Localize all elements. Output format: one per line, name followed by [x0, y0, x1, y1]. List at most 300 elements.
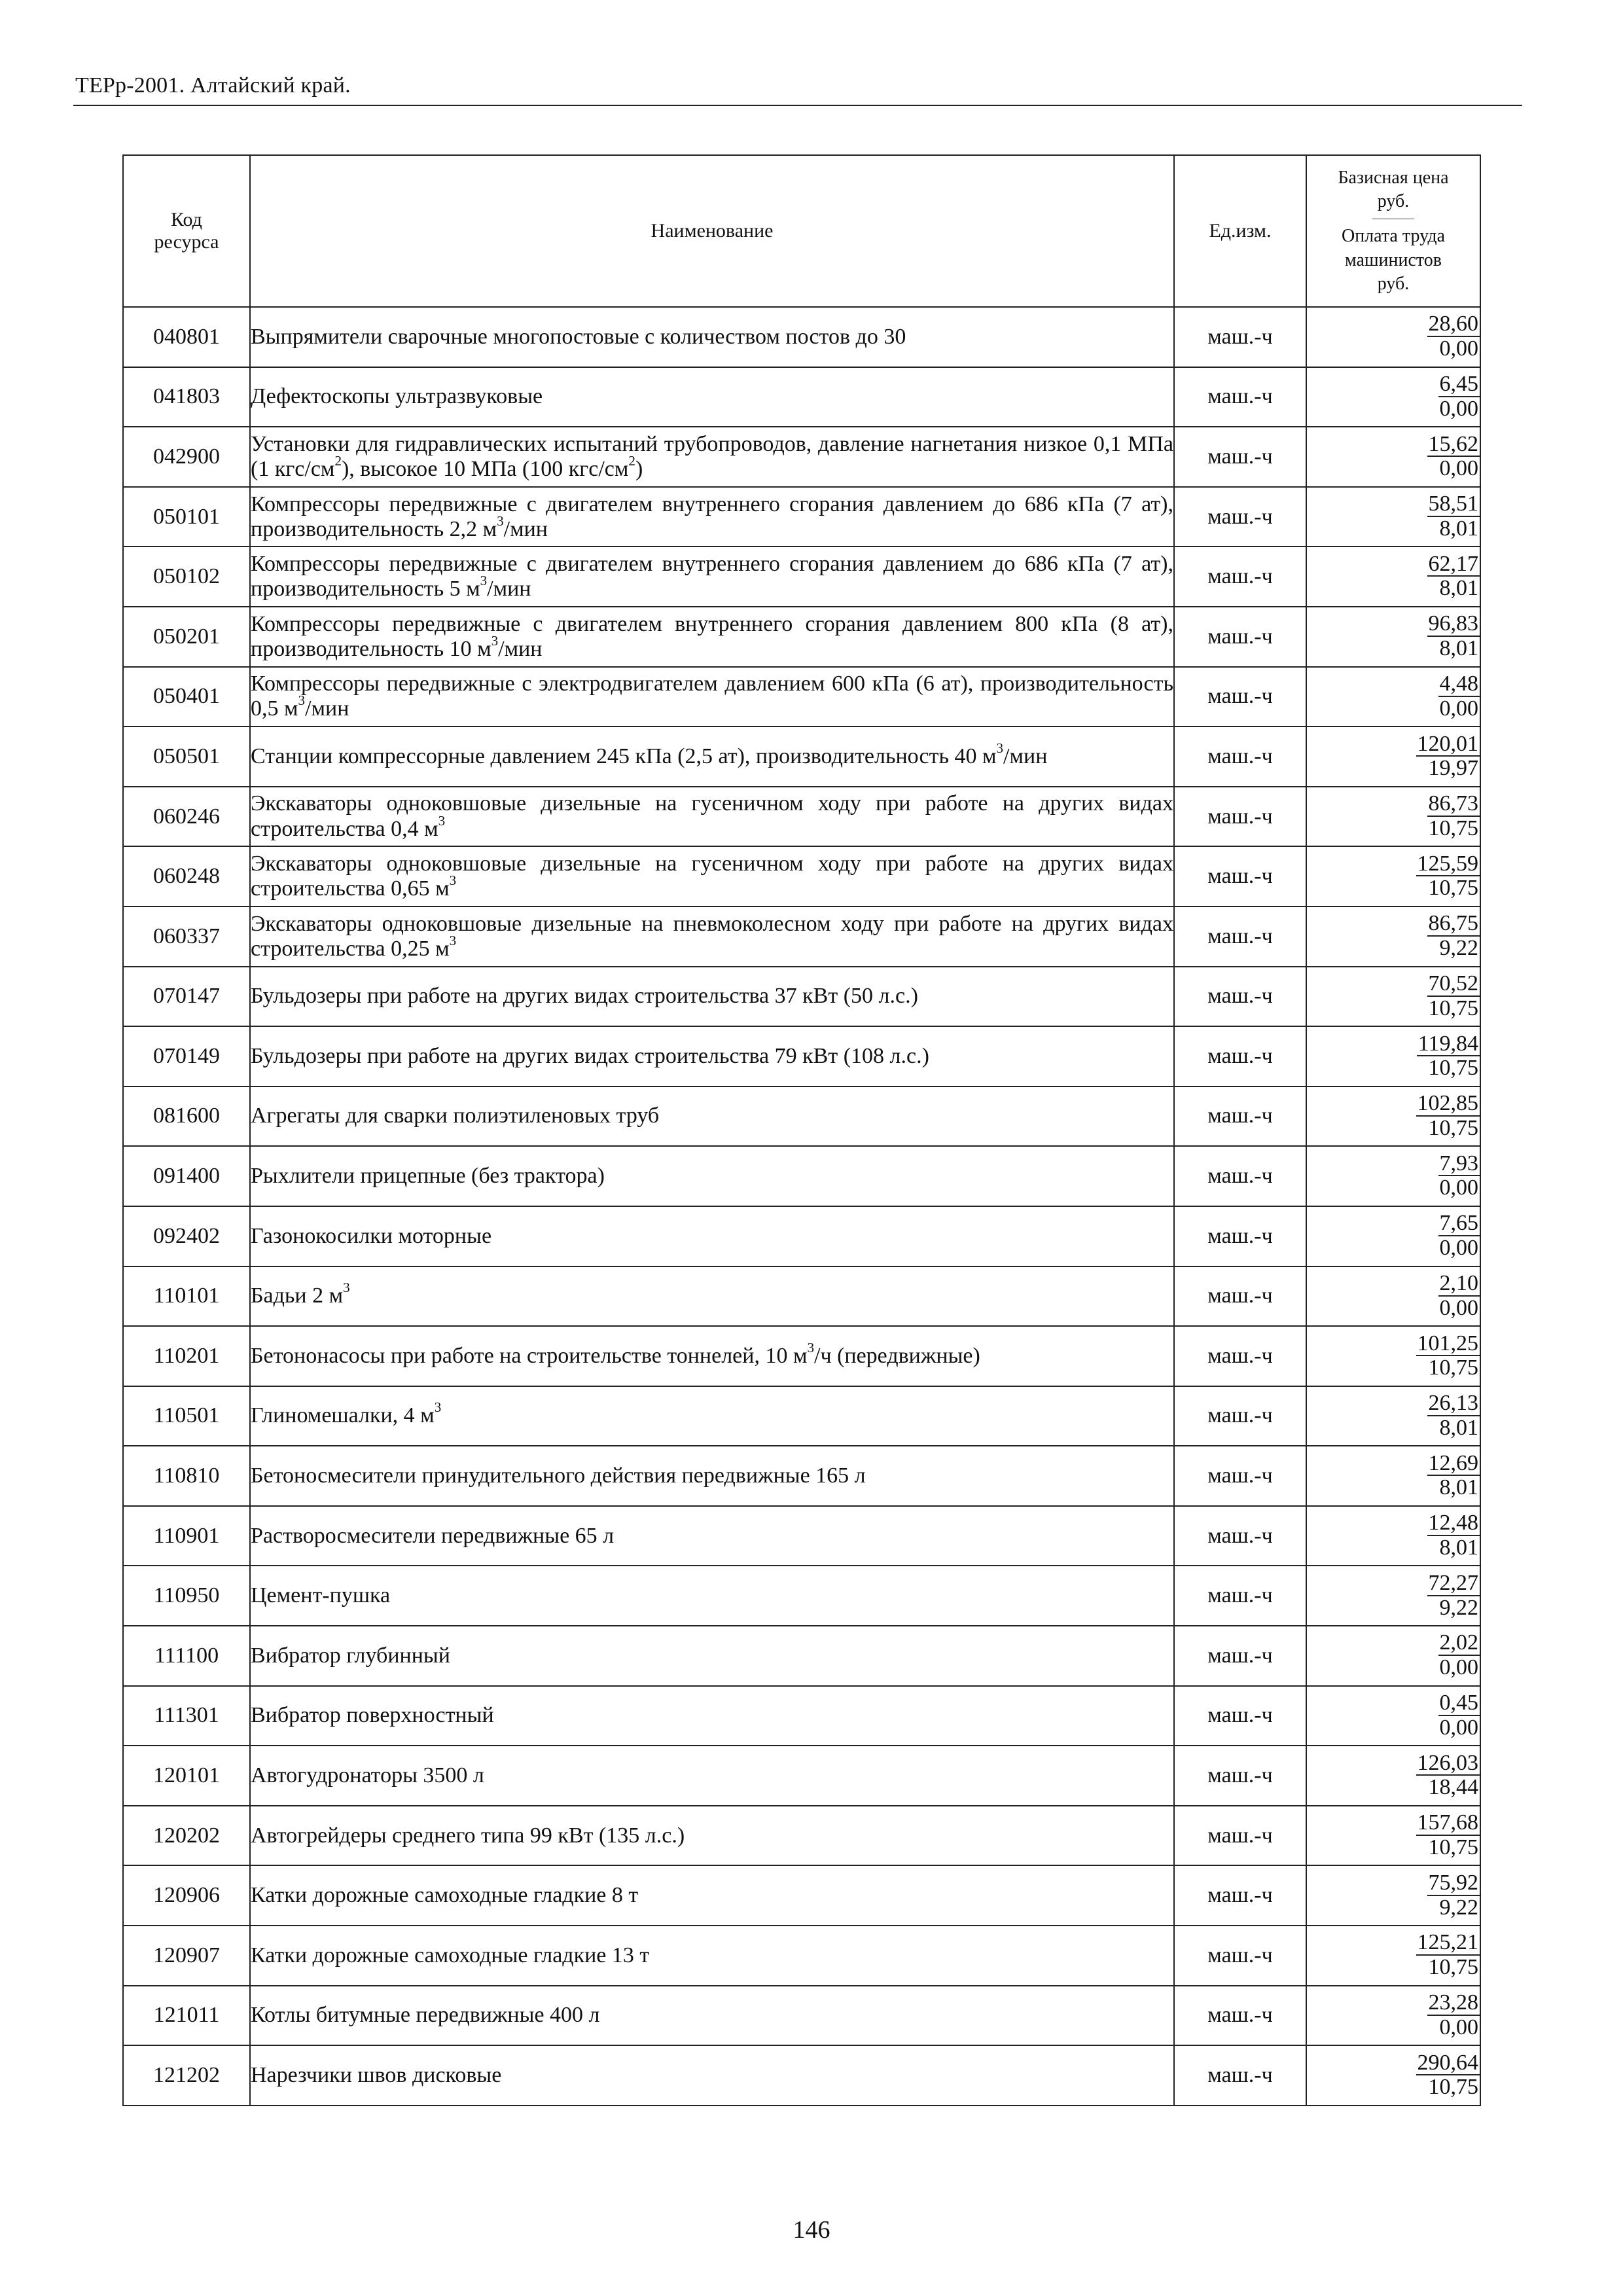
operator-labor-cost: 8,01: [1439, 576, 1478, 601]
price-fraction: [1438, 372, 1480, 420]
price-cell: [1306, 1926, 1480, 1986]
price-fraction: [1416, 852, 1480, 900]
operator-labor-cost: 0,00: [1439, 396, 1478, 421]
table-row: [123, 1266, 1480, 1327]
price-fraction: [1427, 552, 1480, 600]
resource-name-superscript: 3: [491, 632, 499, 649]
resource-name-text: Катки дорожные самоходные гладкие 8 т: [251, 1883, 639, 1908]
resource-name-cell: [250, 1746, 1174, 1806]
unit-cell: маш.-ч: [1174, 1206, 1306, 1266]
resource-name-text: Вибратор поверхностный: [251, 1703, 494, 1728]
operator-labor-cost: 0,00: [1439, 696, 1478, 721]
unit-cell: маш.-ч: [1174, 1566, 1306, 1626]
base-price: 70,52: [1428, 971, 1478, 996]
table-row: [123, 1686, 1480, 1746]
resource-name-text: Выпрямители сварочные многопостовые с количеством постов до 30: [251, 324, 906, 349]
operator-labor-cost: 0,00: [1439, 1175, 1478, 1200]
resource-code-cell: 110950: [123, 1566, 250, 1626]
resource-name-cell: [250, 1506, 1174, 1566]
resource-code-cell: 121202: [123, 2045, 250, 2106]
operator-labor-cost: 10,75: [1428, 1835, 1478, 1859]
price-fraction: [1427, 792, 1480, 840]
operator-labor-cost: 0,00: [1439, 336, 1478, 361]
price-fraction: [1427, 1991, 1480, 2039]
table-row: [123, 1326, 1480, 1386]
resource-name-cell: [250, 1986, 1174, 2046]
resource-code-cell: 050102: [123, 547, 250, 607]
resource-name-cell: [250, 967, 1174, 1027]
unit-cell: маш.-ч: [1174, 427, 1306, 487]
column-header-unit: Ед.изм.: [1174, 155, 1306, 307]
resource-name-superscript: 3: [343, 1280, 350, 1296]
price-cell: [1306, 307, 1480, 367]
resource-name-superscript: 2: [628, 453, 635, 469]
resource-name-cell: [250, 2045, 1174, 2106]
resource-name-text: Рыхлители прицепные (без трактора): [251, 1164, 605, 1189]
resource-code-cell: 050101: [123, 487, 250, 547]
resource-name-cell: [250, 1146, 1174, 1206]
resource-name-cell: [250, 307, 1174, 367]
resource-code-cell: 091400: [123, 1146, 250, 1206]
base-price: 96,83: [1428, 611, 1478, 636]
resource-name-text: Станции компрессорные давлением 245 кПа (2,5 ат), производительность 40 м: [251, 744, 997, 768]
operator-labor-cost: 10,75: [1428, 1056, 1478, 1081]
resource-name-cell: [250, 547, 1174, 607]
price-cell: [1306, 846, 1480, 906]
resource-name-cell: [250, 667, 1174, 727]
resource-name-superscript: 3: [449, 872, 457, 889]
resource-name-text: Дефектоскопы ультразвуковые: [251, 384, 543, 409]
resource-name-cell: [250, 367, 1174, 427]
column-header-price-line: Базисная цена: [1338, 167, 1449, 188]
operator-labor-cost: 0,00: [1439, 456, 1478, 481]
resource-name-superscript: 3: [438, 812, 446, 829]
resource-name-text: Растворосмесители передвижные 65 л: [251, 1523, 615, 1548]
resource-code-cell: 111100: [123, 1626, 250, 1686]
price-cell: [1306, 667, 1480, 727]
price-cell: [1306, 1146, 1480, 1206]
running-header: ТЕРр-2001. Алтайский край.: [75, 73, 351, 98]
unit-cell: маш.-ч: [1174, 726, 1306, 787]
resource-code-cell: 111301: [123, 1686, 250, 1746]
resource-code-cell: 081600: [123, 1086, 250, 1147]
table-row: [123, 1806, 1480, 1866]
operator-labor-cost: 10,75: [1428, 1355, 1478, 1380]
resource-name-text: Нарезчики швов дисковые: [251, 2062, 502, 2087]
resource-name-cell: [250, 846, 1174, 906]
table-row: [123, 1146, 1480, 1206]
table-row: [123, 1626, 1480, 1686]
operator-labor-cost: 8,01: [1439, 1535, 1478, 1560]
resource-code-cell: 070149: [123, 1026, 250, 1086]
base-price: 120,01: [1417, 731, 1478, 756]
column-header-labor-line: машинистов: [1345, 249, 1442, 270]
unit-cell: маш.-ч: [1174, 667, 1306, 727]
resource-name-cell: [250, 1026, 1174, 1086]
base-price: 86,73: [1428, 791, 1478, 816]
base-price: 12,48: [1428, 1511, 1478, 1535]
base-price: 119,84: [1418, 1031, 1478, 1056]
unit-cell: маш.-ч: [1174, 607, 1306, 667]
resource-code-cell: 110201: [123, 1326, 250, 1386]
column-header-labor-line: Оплата труда: [1341, 226, 1445, 247]
resource-code-cell: 120906: [123, 1865, 250, 1926]
price-fraction: [1416, 2051, 1480, 2099]
unit-cell: маш.-ч: [1174, 307, 1306, 367]
resource-code-cell: 041803: [123, 367, 250, 427]
unit-cell: маш.-ч: [1174, 1446, 1306, 1506]
unit-cell: маш.-ч: [1174, 846, 1306, 906]
operator-labor-cost: 10,75: [1428, 1115, 1478, 1140]
base-price: 26,13: [1428, 1391, 1478, 1416]
price-fraction: [1427, 1871, 1480, 1919]
table-row: [123, 906, 1480, 967]
operator-labor-cost: 10,75: [1428, 2075, 1478, 2100]
resource-name-cell: [250, 1566, 1174, 1626]
table-row: [123, 307, 1480, 367]
resource-code-cell: 042900: [123, 427, 250, 487]
resource-name-text: Компрессоры передвижные с электродвигателем давлением 600 кПа (6 ат), производительность 0,5 м: [251, 672, 1173, 721]
operator-labor-cost: 10,75: [1428, 876, 1478, 901]
unit-cell: маш.-ч: [1174, 547, 1306, 607]
base-price: 157,68: [1417, 1810, 1478, 1835]
table-row: [123, 667, 1480, 727]
resource-name-superscript: 3: [497, 512, 504, 529]
base-price: 23,28: [1428, 1990, 1478, 2015]
table-row: [123, 1926, 1480, 1986]
unit-cell: маш.-ч: [1174, 1865, 1306, 1926]
base-price: 72,27: [1428, 1570, 1478, 1595]
resource-name-superscript: 2: [334, 453, 342, 469]
table-row: [123, 1986, 1480, 2046]
page-number: 146: [793, 2216, 830, 2244]
resource-code-cell: 050201: [123, 607, 250, 667]
resource-name-cell: [250, 1386, 1174, 1446]
table-row: [123, 1386, 1480, 1446]
resource-name-text: Бетоносмесители принудительного действия передвижные 165 л: [251, 1463, 866, 1488]
price-cell: [1306, 726, 1480, 787]
resource-name-cell: [250, 1926, 1174, 1986]
price-cell: [1306, 967, 1480, 1027]
resource-code-cell: 060248: [123, 846, 250, 906]
unit-cell: маш.-ч: [1174, 1386, 1306, 1446]
unit-cell: маш.-ч: [1174, 1146, 1306, 1206]
price-fraction: [1427, 972, 1480, 1020]
price-fraction: [1416, 1931, 1480, 1979]
unit-cell: маш.-ч: [1174, 1266, 1306, 1327]
unit-cell: маш.-ч: [1174, 1686, 1306, 1746]
operator-labor-cost: 10,75: [1428, 816, 1478, 840]
unit-cell: маш.-ч: [1174, 1626, 1306, 1686]
resource-code-cell: 060337: [123, 906, 250, 967]
unit-cell: маш.-ч: [1174, 1506, 1306, 1566]
price-fraction: [1427, 612, 1480, 660]
price-fraction: [1427, 312, 1480, 360]
operator-labor-cost: 10,75: [1428, 996, 1478, 1020]
resource-name-cell: [250, 1326, 1174, 1386]
table-row: [123, 726, 1480, 787]
resource-name-text: Компрессоры передвижные с двигателем внутреннего сгорания давлением 800 кПа (8 ат), производительность 10 м: [251, 611, 1173, 661]
table-row: [123, 547, 1480, 607]
price-cell: [1306, 1386, 1480, 1446]
price-fraction: [1416, 1092, 1480, 1139]
resource-name-text: Экскаваторы одноковшовые дизельные на гусеничном ходу при работе на других видах строительства 0,65 м: [251, 852, 1173, 901]
base-price: 58,51: [1428, 492, 1478, 516]
resource-name-text: /ч (передвижные): [814, 1343, 980, 1368]
price-fraction: [1438, 1691, 1480, 1739]
operator-labor-cost: 0,00: [1439, 1715, 1478, 1740]
column-header-code-line: Код: [171, 209, 202, 231]
resource-name-text: /мин: [487, 577, 531, 601]
base-price: 15,62: [1428, 431, 1478, 456]
price-cell: [1306, 1206, 1480, 1266]
resource-name-text: Автогудронаторы 3500 л: [251, 1763, 484, 1787]
price-cell: [1306, 1566, 1480, 1626]
resource-name-cell: [250, 1446, 1174, 1506]
column-header-labor-line: руб.: [1377, 274, 1410, 295]
resource-name-text: Глиномешалки, 4 м: [251, 1403, 435, 1428]
unit-cell: маш.-ч: [1174, 1086, 1306, 1147]
resource-code-cell: 060246: [123, 787, 250, 847]
table-row: [123, 2045, 1480, 2106]
resource-name-text: Автогрейдеры среднего типа 99 кВт (135 л.с.): [251, 1823, 685, 1848]
price-cell: [1306, 1086, 1480, 1147]
base-price: 0,45: [1439, 1691, 1478, 1715]
resource-name-text: Газонокосилки моторные: [251, 1223, 492, 1248]
price-fraction: [1416, 1811, 1480, 1859]
unit-cell: маш.-ч: [1174, 1926, 1306, 1986]
price-cell: [1306, 1746, 1480, 1806]
price-cell: [1306, 1806, 1480, 1866]
price-cell: [1306, 2045, 1480, 2106]
column-header-code-line: ресурса: [154, 231, 219, 253]
resource-name-text: ): [635, 456, 643, 481]
column-header-name: Наименование: [250, 155, 1174, 307]
resource-name-text: Бульдозеры при работе на других видах строительства 37 кВт (50 л.с.): [251, 984, 918, 1009]
resource-name-text: Экскаваторы одноковшовые дизельные на пневмоколесном ходу при работе на других видах строительства 0,25 м: [251, 911, 1173, 961]
resource-name-cell: [250, 787, 1174, 847]
operator-labor-cost: 8,01: [1439, 1475, 1478, 1500]
price-fraction: [1416, 732, 1480, 780]
operator-labor-cost: 8,01: [1439, 516, 1478, 541]
resource-name-text: Цемент-пушка: [251, 1583, 391, 1608]
resource-table: [122, 154, 1481, 2106]
price-fraction: [1416, 1332, 1480, 1380]
operator-labor-cost: 9,22: [1439, 1595, 1478, 1620]
resource-code-cell: 110501: [123, 1386, 250, 1446]
price-fraction: [1427, 492, 1480, 540]
price-cell: [1306, 1506, 1480, 1566]
resource-name-text: Компрессоры передвижные с двигателем внутреннего сгорания давлением до 686 кПа (7 ат), производительность 2,2 м: [251, 492, 1173, 541]
price-fraction: [1427, 433, 1480, 480]
resource-name-cell: [250, 1865, 1174, 1926]
resource-name-text: Катки дорожные самоходные гладкие 13 т: [251, 1943, 650, 1967]
resource-name-superscript: 3: [807, 1340, 815, 1356]
resource-name-cell: [250, 1266, 1174, 1327]
table-row: [123, 487, 1480, 547]
base-price: 7,65: [1439, 1211, 1478, 1236]
resource-code-cell: 070147: [123, 967, 250, 1027]
base-price: 102,85: [1417, 1091, 1478, 1116]
resource-code-cell: 121011: [123, 1986, 250, 2046]
operator-labor-cost: 19,97: [1428, 756, 1478, 781]
base-price: 28,60: [1428, 312, 1478, 336]
table-row: [123, 1026, 1480, 1086]
resource-name-text: /мин: [1003, 744, 1048, 768]
resource-code-cell: 040801: [123, 307, 250, 367]
price-fraction: [1427, 1391, 1480, 1439]
resource-name-cell: [250, 726, 1174, 787]
table-row: [123, 1506, 1480, 1566]
operator-labor-cost: 18,44: [1428, 1775, 1478, 1800]
price-cell: [1306, 1986, 1480, 2046]
resource-code-cell: 120101: [123, 1746, 250, 1806]
resource-name-superscript: 3: [449, 932, 457, 948]
table-row: [123, 1746, 1480, 1806]
price-cell: [1306, 607, 1480, 667]
unit-cell: маш.-ч: [1174, 367, 1306, 427]
table-row: [123, 607, 1480, 667]
base-price: 2,02: [1439, 1630, 1478, 1655]
base-price: 75,92: [1428, 1870, 1478, 1895]
resource-name-text: Бетононасосы при работе на строительстве тоннелей, 10 м: [251, 1343, 808, 1368]
operator-labor-cost: 0,00: [1439, 2015, 1478, 2039]
unit-cell: маш.-ч: [1174, 2045, 1306, 2106]
table-row: [123, 787, 1480, 847]
resource-name-cell: [250, 487, 1174, 547]
price-cell: [1306, 906, 1480, 967]
table-header-row: [123, 155, 1480, 307]
resource-name-cell: [250, 1086, 1174, 1147]
price-cell: [1306, 367, 1480, 427]
operator-labor-cost: 0,00: [1439, 1655, 1478, 1680]
price-fraction: [1438, 1631, 1480, 1679]
price-cell: [1306, 1686, 1480, 1746]
resource-code-cell: 120202: [123, 1806, 250, 1866]
resource-name-cell: [250, 1206, 1174, 1266]
price-fraction: [1438, 1152, 1480, 1200]
unit-cell: маш.-ч: [1174, 1326, 1306, 1386]
header-rule: [73, 105, 1522, 106]
table-row: [123, 967, 1480, 1027]
unit-cell: маш.-ч: [1174, 967, 1306, 1027]
resource-name-cell: [250, 906, 1174, 967]
base-price: 2,10: [1439, 1270, 1478, 1295]
price-cell: [1306, 1266, 1480, 1327]
table-row: [123, 1206, 1480, 1266]
resource-name-text: Вибратор глубинный: [251, 1643, 450, 1668]
resource-name-text: /мин: [503, 516, 548, 541]
column-header-price: [1306, 155, 1480, 307]
table-row: [123, 1566, 1480, 1626]
operator-labor-cost: 9,22: [1439, 1895, 1478, 1920]
price-fraction: [1427, 1511, 1480, 1559]
base-price: 125,59: [1417, 851, 1478, 876]
table-row: [123, 427, 1480, 487]
base-price: 62,17: [1428, 551, 1478, 576]
table-row: [123, 1086, 1480, 1147]
resource-name-cell: [250, 427, 1174, 487]
price-cell: [1306, 1326, 1480, 1386]
resource-name-text: Экскаваторы одноковшовые дизельные на гусеничном ходу при работе на других видах строительства 0,4 м: [251, 791, 1173, 841]
table-body: [123, 307, 1480, 2106]
resource-code-cell: 092402: [123, 1206, 250, 1266]
operator-labor-cost: 8,01: [1439, 1415, 1478, 1440]
resource-code-cell: 050501: [123, 726, 250, 787]
base-price: 290,64: [1417, 2050, 1478, 2075]
base-price: 12,69: [1428, 1450, 1478, 1475]
operator-labor-cost: 0,00: [1439, 1295, 1478, 1320]
resource-name-cell: [250, 1626, 1174, 1686]
base-price: 86,75: [1428, 911, 1478, 936]
operator-labor-cost: 9,22: [1439, 936, 1478, 961]
price-cell: [1306, 787, 1480, 847]
unit-cell: маш.-ч: [1174, 1026, 1306, 1086]
base-price: 4,48: [1439, 671, 1478, 696]
price-cell: [1306, 1446, 1480, 1506]
operator-labor-cost: 10,75: [1428, 1955, 1478, 1980]
price-fraction: [1416, 1751, 1480, 1799]
resource-name-text: Установки для гидравлических испытаний трубопроводов, давление нагнетания низкое 0,1 МПа (1 кгс/см: [251, 431, 1173, 481]
operator-labor-cost: 0,00: [1439, 1236, 1478, 1260]
base-price: 125,21: [1417, 1930, 1478, 1955]
price-fraction: [1438, 1211, 1480, 1259]
price-fraction: [1427, 1452, 1480, 1499]
price-cell: [1306, 487, 1480, 547]
resource-name-cell: [250, 607, 1174, 667]
resource-name-text: Бадьи 2 м: [251, 1283, 344, 1308]
price-fraction: [1417, 1032, 1480, 1080]
column-header-price-line: руб.: [1377, 190, 1410, 211]
resource-code-cell: 050401: [123, 667, 250, 727]
base-price: 6,45: [1439, 372, 1478, 396]
resource-name-superscript: 3: [298, 692, 306, 709]
column-header-code: [123, 155, 250, 307]
operator-labor-cost: 8,01: [1439, 636, 1478, 661]
base-price: 101,25: [1417, 1331, 1478, 1355]
resource-name-cell: [250, 1686, 1174, 1746]
resource-code-cell: 120907: [123, 1926, 250, 1986]
unit-cell: маш.-ч: [1174, 1746, 1306, 1806]
price-cell: [1306, 547, 1480, 607]
table-row: [123, 846, 1480, 906]
table-row: [123, 1865, 1480, 1926]
resource-name-text: /мин: [305, 696, 349, 721]
unit-cell: маш.-ч: [1174, 487, 1306, 547]
price-fraction: [1427, 1571, 1480, 1619]
resource-name-superscript: 3: [996, 740, 1004, 757]
price-cell: [1306, 427, 1480, 487]
unit-cell: маш.-ч: [1174, 787, 1306, 847]
table-row: [123, 1446, 1480, 1506]
price-cell: [1306, 1626, 1480, 1686]
price-fraction: [1427, 912, 1480, 960]
resource-code-cell: 110810: [123, 1446, 250, 1506]
resource-code-cell: 110101: [123, 1266, 250, 1327]
price-cell: [1306, 1026, 1480, 1086]
price-fraction: [1438, 1272, 1480, 1319]
resource-name-text: Агрегаты для сварки полиэтиленовых труб: [251, 1103, 660, 1128]
price-fraction: [1438, 672, 1480, 720]
unit-cell: маш.-ч: [1174, 1806, 1306, 1866]
resource-code-cell: 110901: [123, 1506, 250, 1566]
resource-name-cell: [250, 1806, 1174, 1866]
resource-name-text: /мин: [498, 636, 543, 661]
base-price: 7,93: [1439, 1151, 1478, 1175]
resource-name-text: Компрессоры передвижные с двигателем внутреннего сгорания давлением до 686 кПа (7 ат), производительность 5 м: [251, 552, 1173, 601]
price-cell: [1306, 1865, 1480, 1926]
resource-name-text: ), высокое 10 МПа (100 кгс/см: [341, 456, 629, 481]
